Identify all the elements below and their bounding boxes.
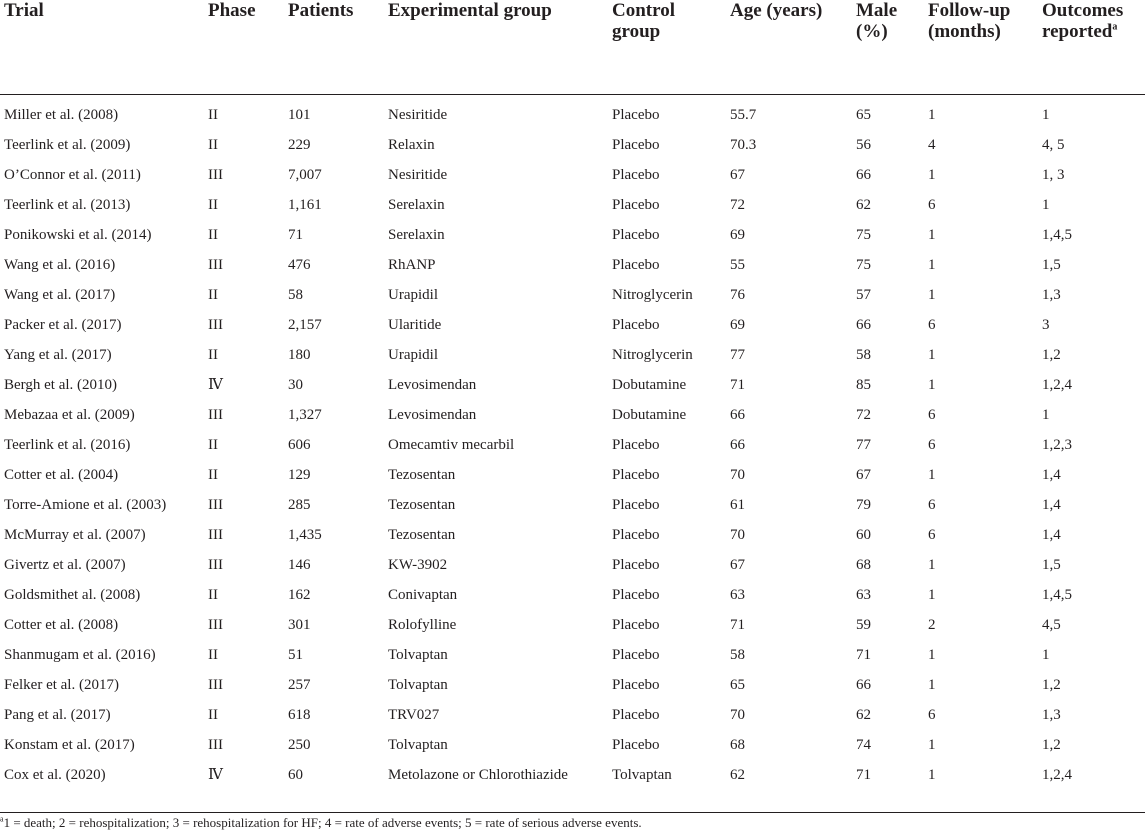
cell-outcomes: 3: [1042, 317, 1050, 333]
cell-phase: Ⅳ: [208, 377, 223, 393]
cell-male: 62: [856, 707, 871, 723]
cell-age: 55: [730, 257, 745, 273]
cell-followup: 1: [928, 677, 936, 693]
header-male: Male (%): [852, 0, 924, 95]
cell-phase: III: [208, 497, 223, 513]
cell-outcomes: 1,2: [1042, 737, 1061, 753]
cell-age: 72: [730, 197, 745, 213]
table-row: [0, 519, 1145, 549]
cell-followup: 1: [928, 167, 936, 183]
cell-patients: 250: [288, 737, 311, 753]
header-experimental-group: Experimental group: [384, 0, 608, 95]
cell-trial: Miller et al. (2008): [4, 107, 119, 123]
cell-control: Nitroglycerin: [612, 347, 693, 363]
cell-control: Placebo: [612, 677, 660, 693]
header-trial: Trial: [0, 0, 204, 95]
cell-control: Placebo: [612, 467, 660, 483]
cell-patients: 1,327: [288, 407, 322, 423]
cell-control: Nitroglycerin: [612, 287, 693, 303]
cell-experimental: Tezosentan: [388, 497, 456, 513]
cell-outcomes: 1,5: [1042, 557, 1061, 573]
cell-experimental: Tolvaptan: [388, 677, 448, 693]
cell-male: 72: [856, 407, 871, 423]
table-row: [0, 129, 1145, 159]
cell-control: Placebo: [612, 197, 660, 213]
cell-followup: 6: [928, 197, 936, 213]
cell-trial: Cotter et al. (2004): [4, 467, 119, 483]
table-row: [0, 669, 1145, 699]
cell-outcomes: 1, 3: [1042, 167, 1065, 183]
cell-followup: 1: [928, 467, 936, 483]
cell-followup: 1: [928, 107, 936, 123]
cell-patients: 2,157: [288, 317, 322, 333]
cell-trial: Torre-Amione et al. (2003): [4, 497, 167, 513]
table-row: [0, 339, 1145, 369]
cell-followup: 2: [928, 617, 936, 633]
cell-patients: 301: [288, 617, 311, 633]
cell-outcomes: 4, 5: [1042, 137, 1065, 153]
cell-outcomes: 1,4: [1042, 467, 1061, 483]
cell-age: 71: [730, 617, 745, 633]
cell-trial: Packer et al. (2017): [4, 317, 122, 333]
cell-phase: III: [208, 527, 223, 543]
cell-patients: 476: [288, 257, 311, 273]
cell-experimental: Serelaxin: [388, 227, 445, 243]
cell-control: Placebo: [612, 587, 660, 603]
cell-followup: 1: [928, 227, 936, 243]
cell-phase: II: [208, 137, 218, 153]
cell-patients: 71: [288, 227, 303, 243]
cell-control: Placebo: [612, 737, 660, 753]
cell-experimental: TRV027: [388, 707, 440, 723]
cell-followup: 6: [928, 527, 936, 543]
cell-followup: 6: [928, 437, 936, 453]
table-row: [0, 489, 1145, 519]
table-header: [0, 0, 1145, 95]
cell-followup: 1: [928, 557, 936, 573]
table-row: [0, 159, 1145, 189]
cell-male: 79: [856, 497, 871, 513]
table-row: [0, 219, 1145, 249]
cell-phase: II: [208, 107, 218, 123]
cell-outcomes: 1,3: [1042, 707, 1061, 723]
header-outcomes-footnote-marker: a: [1112, 21, 1118, 33]
cell-patients: 51: [288, 647, 303, 663]
cell-followup: 1: [928, 737, 936, 753]
cell-trial: Cotter et al. (2008): [4, 617, 119, 633]
cell-experimental: Conivaptan: [388, 587, 458, 603]
cell-outcomes: 1: [1042, 647, 1050, 663]
header-age: Age (years): [726, 0, 852, 95]
cell-age: 70: [730, 467, 745, 483]
cell-male: 68: [856, 557, 871, 573]
cell-phase: II: [208, 647, 218, 663]
cell-trial: Ponikowski et al. (2014): [4, 227, 152, 243]
cell-control: Placebo: [612, 317, 660, 333]
cell-outcomes: 1: [1042, 107, 1050, 123]
cell-followup: 1: [928, 377, 936, 393]
cell-age: 63: [730, 587, 745, 603]
table-body: [0, 95, 1145, 813]
cell-outcomes: 1,2,4: [1042, 377, 1072, 393]
cell-patients: 1,435: [288, 527, 322, 543]
cell-outcomes: 1,4,5: [1042, 227, 1072, 243]
cell-outcomes: 1,2,4: [1038, 759, 1145, 813]
cell-phase: Ⅳ: [204, 759, 284, 813]
cell-followup: 1: [928, 287, 936, 303]
cell-outcomes: 1,4: [1042, 497, 1061, 513]
cell-followup: 1: [928, 257, 936, 273]
cell-experimental: Urapidil: [388, 287, 438, 303]
cell-control: Placebo: [612, 647, 660, 663]
footnote-text: 1 = death; 2 = rehospitalization; 3 = rehospitalization for HF; 4 = rate of adverse events; 5 = rate of serious adverse events.: [3, 815, 642, 830]
cell-control: Placebo: [612, 227, 660, 243]
cell-control: Tolvaptan: [608, 759, 726, 813]
table-row: [0, 729, 1145, 759]
table-row: [0, 309, 1145, 339]
cell-male: 63: [856, 587, 871, 603]
cell-control: Placebo: [612, 707, 660, 723]
cell-trial: Goldsmithet al. (2008): [4, 587, 141, 603]
cell-phase: II: [208, 197, 218, 213]
header-phase: Phase: [204, 0, 284, 95]
cell-phase: II: [208, 587, 218, 603]
cell-control: Placebo: [612, 257, 660, 273]
cell-trial: Wang et al. (2016): [4, 257, 116, 273]
table-row: [0, 95, 1145, 130]
cell-phase: III: [208, 677, 223, 693]
header-outcomes: [1038, 0, 1145, 95]
cell-patients: 129: [288, 467, 311, 483]
cell-followup: 1: [928, 587, 936, 603]
cell-age: 61: [730, 497, 745, 513]
cell-control: Dobutamine: [612, 377, 687, 393]
cell-experimental: KW-3902: [388, 557, 448, 573]
cell-outcomes: 1,3: [1042, 287, 1061, 303]
cell-patients: 1,161: [288, 197, 322, 213]
cell-trial: Yang et al. (2017): [4, 347, 112, 363]
cell-patients: 606: [288, 437, 311, 453]
cell-experimental: Omecamtiv mecarbil: [388, 437, 515, 453]
cell-control: Placebo: [612, 107, 660, 123]
cell-age: 70.3: [730, 137, 757, 153]
cell-male: 71: [852, 759, 924, 813]
table-row: [0, 369, 1145, 399]
cell-male: 74: [856, 737, 871, 753]
cell-age: 70: [730, 527, 745, 543]
table-footnote: [0, 814, 642, 832]
cell-experimental: Rolofylline: [388, 617, 457, 633]
cell-experimental: Tezosentan: [388, 467, 456, 483]
cell-male: 71: [856, 647, 871, 663]
cell-age: 67: [730, 557, 745, 573]
cell-male: 62: [856, 197, 871, 213]
table-row: [0, 639, 1145, 669]
cell-age: 55.7: [730, 107, 757, 123]
cell-followup: 1: [928, 647, 936, 663]
table-row: [0, 699, 1145, 729]
cell-male: 75: [856, 257, 871, 273]
cell-phase: II: [208, 287, 218, 303]
cell-male: 66: [856, 167, 871, 183]
cell-age: 77: [730, 347, 745, 363]
cell-outcomes: 1,5: [1042, 257, 1061, 273]
cell-phase: III: [208, 407, 223, 423]
cell-male: 56: [856, 137, 871, 153]
cell-trial: Teerlink et al. (2009): [4, 137, 131, 153]
cell-experimental: RhANP: [388, 257, 436, 273]
table-row: [0, 399, 1145, 429]
cell-followup: 6: [928, 407, 936, 423]
cell-male: 59: [856, 617, 871, 633]
cell-trial: Felker et al. (2017): [4, 677, 119, 693]
cell-male: 77: [856, 437, 871, 453]
cell-male: 57: [856, 287, 871, 303]
cell-phase: II: [208, 707, 218, 723]
cell-age: 62: [726, 759, 852, 813]
cell-trial: O’Connor et al. (2011): [4, 167, 141, 183]
cell-male: 67: [856, 467, 871, 483]
cell-male: 60: [856, 527, 871, 543]
cell-phase: III: [208, 617, 223, 633]
cell-experimental: Tolvaptan: [388, 737, 448, 753]
cell-phase: III: [208, 737, 223, 753]
cell-experimental: Tezosentan: [388, 527, 456, 543]
cell-phase: III: [208, 557, 223, 573]
cell-experimental: Levosimendan: [388, 377, 477, 393]
cell-patients: 101: [288, 107, 311, 123]
cell-age: 71: [730, 377, 745, 393]
cell-trial: Cox et al. (2020): [0, 759, 204, 813]
cell-outcomes: 1,2: [1042, 347, 1061, 363]
cell-outcomes: 1,4,5: [1042, 587, 1072, 603]
cell-phase: III: [208, 317, 223, 333]
cell-patients: 7,007: [288, 167, 322, 183]
cell-control: Placebo: [612, 557, 660, 573]
table-row: [0, 459, 1145, 489]
cell-experimental: Metolazone or Chlorothiazide: [384, 759, 608, 813]
cell-age: 67: [730, 167, 745, 183]
cell-trial: Konstam et al. (2017): [4, 737, 135, 753]
cell-age: 66: [730, 437, 745, 453]
cell-age: 69: [730, 227, 745, 243]
table-row: [0, 759, 1145, 813]
table-row: [0, 249, 1145, 279]
cell-patients: 30: [288, 377, 303, 393]
cell-patients: 285: [288, 497, 311, 513]
cell-control: Placebo: [612, 497, 660, 513]
cell-trial: Shanmugam et al. (2016): [4, 647, 156, 663]
cell-followup: 4: [928, 137, 936, 153]
cell-male: 85: [856, 377, 871, 393]
cell-trial: Teerlink et al. (2013): [4, 197, 131, 213]
cell-age: 66: [730, 407, 745, 423]
cell-male: 66: [856, 677, 871, 693]
cell-male: 75: [856, 227, 871, 243]
cell-control: Dobutamine: [612, 407, 687, 423]
cell-outcomes: 1: [1042, 407, 1050, 423]
table-row: [0, 279, 1145, 309]
cell-age: 70: [730, 707, 745, 723]
cell-outcomes: 1,2: [1042, 677, 1061, 693]
cell-age: 76: [730, 287, 745, 303]
cell-age: 65: [730, 677, 745, 693]
cell-control: Placebo: [612, 437, 660, 453]
cell-patients: 162: [288, 587, 311, 603]
cell-patients: 146: [288, 557, 311, 573]
cell-followup: 6: [928, 317, 936, 333]
cell-trial: Wang et al. (2017): [4, 287, 116, 303]
cell-phase: III: [208, 167, 223, 183]
cell-trial: Bergh et al. (2010): [4, 377, 118, 393]
cell-patients: 180: [288, 347, 311, 363]
cell-patients: 58: [288, 287, 303, 303]
cell-male: 65: [856, 107, 871, 123]
cell-experimental: Tolvaptan: [388, 647, 448, 663]
cell-experimental: Relaxin: [388, 137, 435, 153]
cell-age: 58: [730, 647, 745, 663]
cell-followup: 1: [924, 759, 1038, 813]
footnote-marker: a: [0, 814, 4, 824]
cell-phase: II: [208, 227, 218, 243]
cell-control: Placebo: [612, 167, 660, 183]
cell-trial: Teerlink et al. (2016): [4, 437, 131, 453]
cell-patients: 60: [284, 759, 384, 813]
header-patients: Patients: [284, 0, 384, 95]
table-row: [0, 579, 1145, 609]
cell-phase: II: [208, 437, 218, 453]
cell-control: Placebo: [612, 527, 660, 543]
cell-experimental: Serelaxin: [388, 197, 445, 213]
cell-outcomes: 1,2,3: [1042, 437, 1072, 453]
cell-outcomes: 1,4: [1042, 527, 1061, 543]
cell-outcomes: 1: [1042, 197, 1050, 213]
cell-experimental: Ularitide: [388, 317, 442, 333]
table-row: [0, 549, 1145, 579]
cell-age: 68: [730, 737, 745, 753]
table-row: [0, 189, 1145, 219]
header-outcomes-label: Outcomes reported: [1042, 0, 1124, 42]
cell-followup: 1: [928, 347, 936, 363]
cell-outcomes: 4,5: [1042, 617, 1061, 633]
cell-male: 58: [856, 347, 871, 363]
cell-experimental: Nesiritide: [388, 167, 448, 183]
cell-experimental: Levosimendan: [388, 407, 477, 423]
cell-patients: 257: [288, 677, 311, 693]
header-row: [0, 0, 1145, 95]
cell-trial: Givertz et al. (2007): [4, 557, 126, 573]
cell-trial: Pang et al. (2017): [4, 707, 111, 723]
cell-control: Placebo: [612, 617, 660, 633]
table-row: [0, 429, 1145, 459]
cell-trial: Mebazaa et al. (2009): [4, 407, 135, 423]
cell-followup: 6: [928, 707, 936, 723]
cell-phase: II: [208, 467, 218, 483]
cell-followup: 6: [928, 497, 936, 513]
cell-trial: McMurray et al. (2007): [4, 527, 146, 543]
cell-experimental: Urapidil: [388, 347, 438, 363]
cell-control: Placebo: [612, 137, 660, 153]
cell-age: 69: [730, 317, 745, 333]
cell-phase: II: [208, 347, 218, 363]
cell-patients: 229: [288, 137, 311, 153]
cell-male: 66: [856, 317, 871, 333]
cell-patients: 618: [288, 707, 311, 723]
header-control-group: Control group: [608, 0, 726, 95]
table-row: [0, 609, 1145, 639]
cell-phase: III: [208, 257, 223, 273]
header-follow-up: Follow-up (months): [924, 0, 1038, 95]
cell-experimental: Nesiritide: [388, 107, 448, 123]
